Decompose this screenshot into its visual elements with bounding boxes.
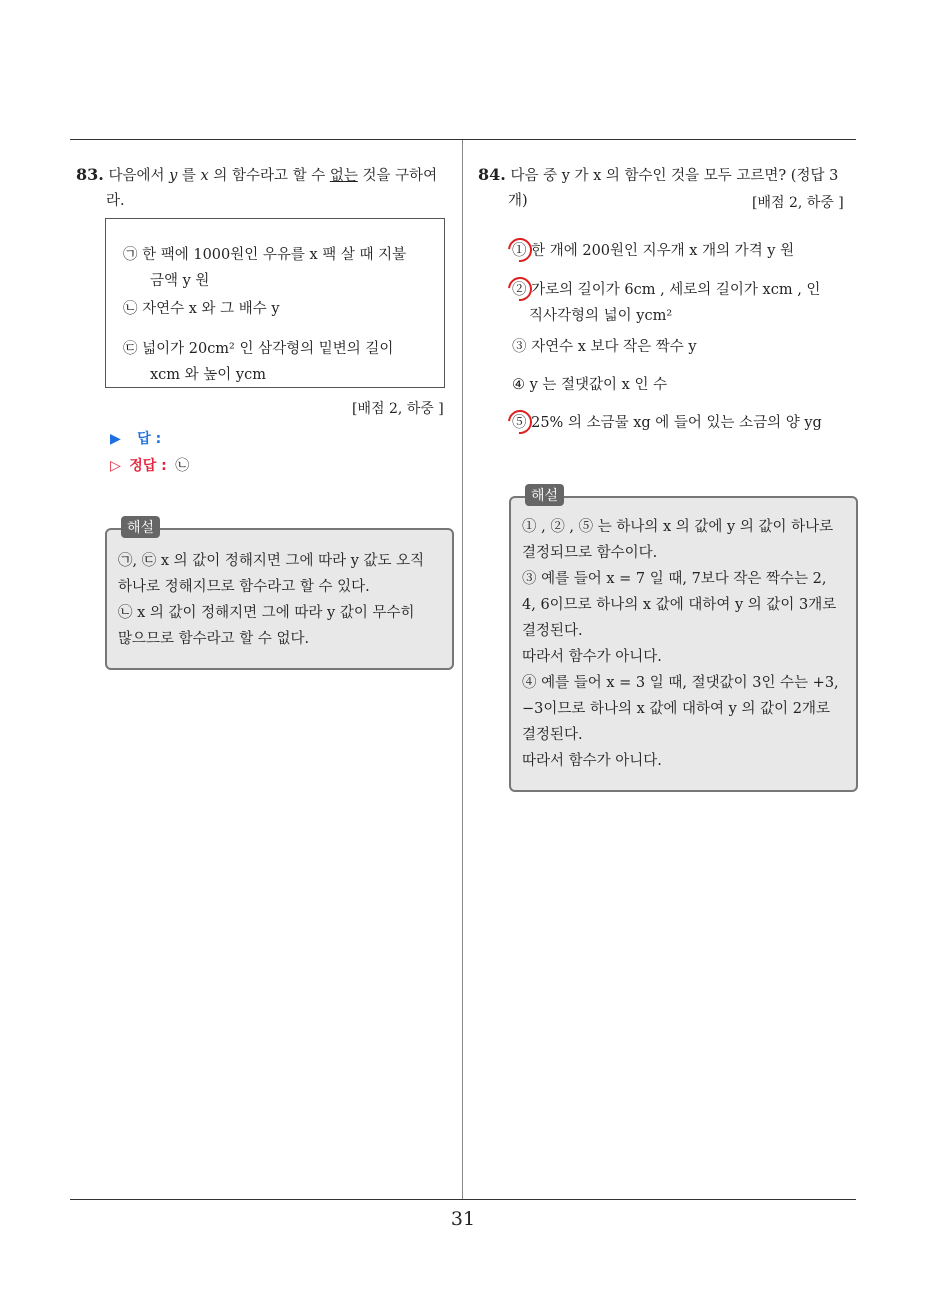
q83-var-x: x bbox=[200, 168, 209, 184]
q83-var-y: y bbox=[169, 168, 178, 184]
q84-option-3-mark: ③ bbox=[512, 339, 527, 355]
q84-option-3 bbox=[512, 334, 697, 360]
q84-option-5-text: 25% 의 소금물 xg 에 들어 있는 소금의 양 yg bbox=[531, 415, 822, 431]
q83-item-2 bbox=[123, 296, 428, 322]
q83-item-3-mark: ㉢ bbox=[123, 341, 138, 357]
q84-option-2 bbox=[512, 277, 820, 329]
q84-option-4-text: y 는 절댓값이 x 인 수 bbox=[529, 377, 668, 393]
q84-exp-line-1: ① , ② , ⑤ 는 하나의 x 의 값에 y 의 값이 하나로 bbox=[522, 519, 834, 535]
q83-item-2-mark: ㉡ bbox=[123, 301, 138, 317]
q84-option-5-mark: ⑤ bbox=[512, 415, 527, 431]
q83-item-1-line1: 한 팩에 1000원인 우유를 x 팩 살 때 지불 bbox=[142, 247, 407, 263]
q83-text-a: 다음에서 bbox=[108, 168, 165, 184]
q84-option-1-text: 한 개에 200원인 지우개 x 개의 가격 y 원 bbox=[531, 243, 795, 259]
q83-item-3-line1: 넓이가 20cm² 인 삼각형의 밑변의 길이 bbox=[142, 341, 394, 357]
q83-item-2-line1: 자연수 x 와 그 배수 y bbox=[142, 301, 280, 317]
q83-underlined: 없는 bbox=[329, 168, 358, 184]
bottom-rule bbox=[70, 1199, 856, 1200]
q83-correct-row bbox=[110, 455, 189, 475]
q83-item-1-line2: 금액 y 원 bbox=[150, 273, 210, 289]
q83-number: 83. bbox=[76, 165, 104, 184]
q83-text-d: 것을 구하여 bbox=[362, 168, 438, 184]
q83-score: [배점 2, 하중 ] bbox=[352, 401, 444, 417]
q83-explanation-tag: 해설 bbox=[121, 516, 160, 538]
q84-option-2-mark: ② bbox=[512, 282, 527, 298]
q84-line1: 다음 중 y 가 x 의 함수인 것을 모두 고르면? (정답 3 bbox=[510, 168, 839, 184]
q84-stem bbox=[478, 161, 863, 190]
q83-item-1-mark: ㉠ bbox=[123, 247, 138, 263]
q83-correct-value: ㉡ bbox=[175, 458, 190, 474]
q84-option-1 bbox=[512, 238, 794, 264]
q83-item-3-line2: xcm 와 높이 ycm bbox=[150, 367, 266, 383]
q83-text-b: 를 bbox=[181, 168, 196, 184]
q84-number: 84. bbox=[478, 165, 506, 184]
answer-marker-icon: ▶ bbox=[110, 431, 121, 447]
q83-correct-label: 정답 : bbox=[129, 458, 167, 474]
q83-exp-line-2: 하나로 정해지므로 함수라고 할 수 있다. bbox=[118, 579, 370, 595]
q83-answer-label: 답 : bbox=[137, 431, 162, 447]
q83-conditions-box bbox=[105, 218, 445, 388]
q84-exp-line-7: ④ 예를 들어 x = 3 일 때, 절댓값이 3인 수는 +3, bbox=[522, 675, 839, 691]
q84-option-5 bbox=[512, 410, 822, 436]
column-divider bbox=[462, 140, 463, 1200]
q84-option-3-text: 자연수 x 보다 작은 짝수 y bbox=[531, 339, 697, 355]
top-rule bbox=[70, 139, 856, 140]
q83-answer-row bbox=[110, 428, 161, 448]
correct-marker-icon: ▷ bbox=[110, 458, 121, 474]
q84-exp-line-2: 결정되므로 함수이다. bbox=[522, 545, 658, 561]
q84-stem-line2: 개) bbox=[508, 193, 528, 209]
q83-text-c: 의 함수라고 할 수 bbox=[213, 168, 326, 184]
q84-exp-line-10: 따라서 함수가 아니다. bbox=[522, 753, 662, 769]
q84-option-4 bbox=[512, 372, 667, 398]
q84-option-2-text: 가로의 길이가 6cm , 세로의 길이가 xcm , 인 bbox=[531, 282, 821, 298]
q84-exp-line-5: 결정된다. bbox=[522, 623, 583, 639]
page-number: 31 bbox=[450, 1208, 476, 1230]
q84-option-4-mark: ④ bbox=[512, 377, 525, 393]
q83-stem-line2: 라. bbox=[106, 193, 125, 209]
q83-stem bbox=[76, 161, 461, 190]
q84-score: [배점 2, 하중 ] bbox=[752, 195, 844, 211]
q83-item-1 bbox=[123, 242, 428, 294]
q84-option-1-mark: ① bbox=[512, 243, 527, 259]
q83-exp-line-1: ㉠, ㉢ x 의 값이 정해지면 그에 따라 y 값도 오직 bbox=[118, 553, 425, 569]
q83-explanation-text bbox=[118, 548, 448, 652]
q84-exp-line-9: 결정된다. bbox=[522, 727, 583, 743]
q84-explanation-text bbox=[522, 514, 852, 774]
q84-exp-line-6: 따라서 함수가 아니다. bbox=[522, 649, 662, 665]
q84-exp-line-3: ③ 예를 들어 x = 7 일 때, 7보다 작은 짝수는 2, bbox=[522, 571, 827, 587]
q84-exp-line-8: −3이므로 하나의 x 값에 대하여 y 의 값이 2개로 bbox=[522, 701, 830, 717]
q84-option-2-line2: 직사각형의 넓이 ycm² bbox=[529, 308, 673, 324]
q84-explanation-tag: 해설 bbox=[525, 484, 564, 506]
q83-exp-line-3: ㉡ x 의 값이 정해지면 그에 따라 y 값이 무수히 bbox=[118, 605, 415, 621]
q83-item-3 bbox=[123, 336, 428, 388]
q84-exp-line-4: 4, 6이므로 하나의 x 값에 대하여 y 의 값이 3개로 bbox=[522, 597, 837, 613]
q83-exp-line-4: 많으므로 함수라고 할 수 없다. bbox=[118, 631, 310, 647]
